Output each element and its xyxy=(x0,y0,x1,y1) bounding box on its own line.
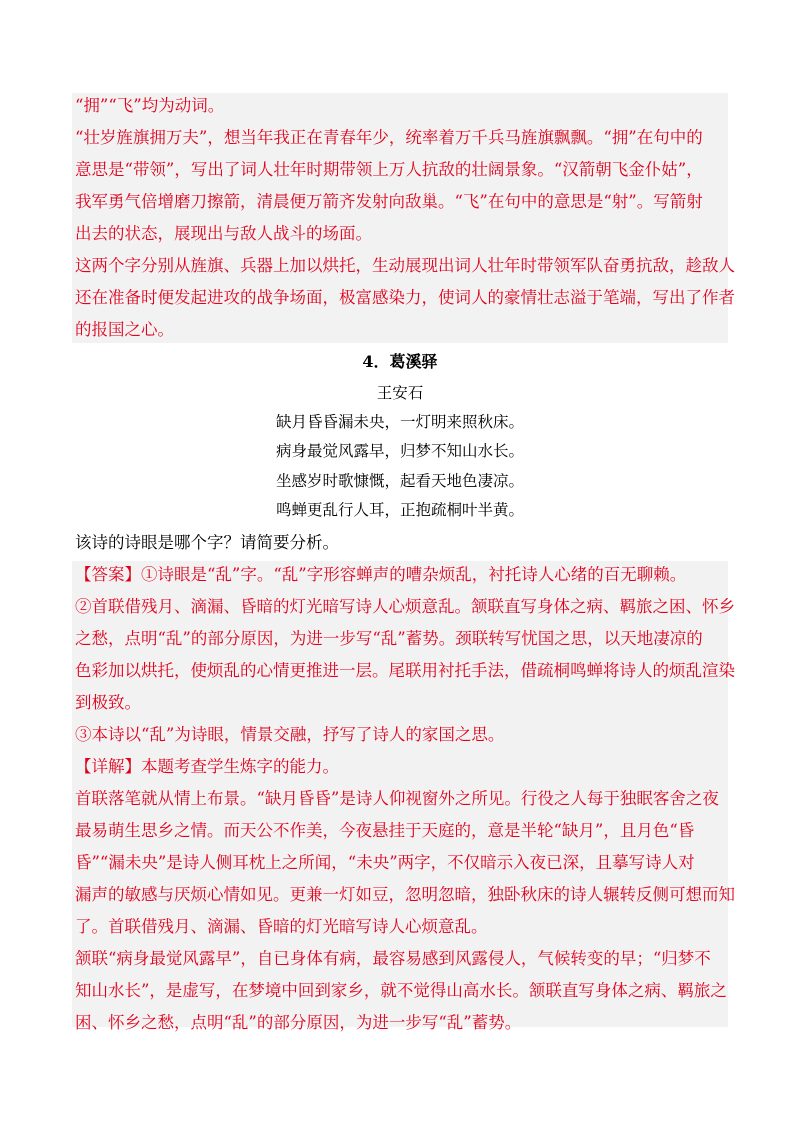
top-line: 我军勇气倍增磨刀擦箭，清晨便万箭齐发射向敌巢。“飞”在句中的意思是“射”。写箭射 xyxy=(75,192,703,211)
answer-line xyxy=(75,565,686,585)
answer-first-text: ①诗眼是“乱”字。“乱”字形容蝉声的嘈杂烦乱，衬托诗人心绪的百无聊赖。 xyxy=(141,565,687,584)
detail-line xyxy=(75,757,339,777)
detail-tag: 【详解】 xyxy=(75,757,141,776)
detail-line: 颔联“病身最觉风露早”，自已身体有病，最容易感到风露侵人，气候转变的早；“归梦不 xyxy=(75,949,711,968)
top-line: 意思是“带领”，写出了词人壮年时期带领上万人抗敌的壮阔景象。“汉箭朝飞金仆姑”， xyxy=(75,160,703,179)
detail-line: 最易萌生思乡之情。而天公不作美，今夜悬挂于天庭的，意是半轮“缺月”，且月色“昏 xyxy=(75,821,695,840)
question-text: 该诗的诗眼是哪个字？请简要分析。 xyxy=(75,533,339,552)
answer-line: ②首联借残月、滴漏、昏暗的灯光暗写诗人心烦意乱。颔联直写身体之病、羁旅之困、怀乡 xyxy=(75,597,735,616)
detail-line: 首联落笔就从情上布景。“缺月昏昏”是诗人仰视窗外之所见。行役之人每于独眠客舍之夜 xyxy=(75,789,719,808)
poem-title: 4．葛溪驿 xyxy=(362,352,438,371)
detail-line: 知山水长”，是虚写，在梦境中回到家乡，就不觉得山高水长。颔联直写身体之病、羁旅之 xyxy=(75,981,727,1000)
answer-line: 到极致。 xyxy=(75,693,141,712)
detail-first-text: 本题考查学生炼字的能力。 xyxy=(141,757,339,776)
poem-author: 王安石 xyxy=(376,384,424,402)
detail-line: 昏”“漏未央”是诗人侧耳枕上之所闻，“未央”两字，不仅暗示入夜已深，且摹写诗人对 xyxy=(75,853,695,872)
top-line: “拥”“飞”均为动词。 xyxy=(75,96,225,115)
detail-line: 困、怀乡之愁，点明“乱”的部分原因，为进一步写“乱”蓄势。 xyxy=(75,1013,522,1032)
poem-line: 坐感岁时歌慷慨，起看天地色凄凉。 xyxy=(275,472,524,490)
top-line: 这两个字分别从旌旗、兵器上加以烘托，生动展现出词人壮年时带领军队奋勇抗敌，趁敌人 xyxy=(75,256,735,275)
answer-line: 色彩加以烘托，使烦乱的心情更推进一层。尾联用衬托手法，借疏桐鸣蝉将诗人的烦乱渲染 xyxy=(75,661,735,680)
detail-line: 了。首联借残月、滴漏、昏暗的灯光暗写诗人心烦意乱。 xyxy=(75,917,488,936)
poem-line: 鸣蝉更乱行人耳，正抱疏桐叶半黄。 xyxy=(275,501,524,519)
poem-line: 病身最觉风露早，归梦不知山水长。 xyxy=(275,442,524,460)
answer-tag: 【答案】 xyxy=(75,565,141,584)
detail-line: 漏声的敏感与厌烦心情如见。更兼一灯如豆，忽明忽暗，独卧秋床的诗人辗转反侧可想而知 xyxy=(75,885,735,904)
answer-line: ③本诗以“乱”为诗眼，情景交融，抒写了诗人的家国之思。 xyxy=(75,725,505,744)
poem-line: 缺月昏昏漏未央，一灯明来照秋床。 xyxy=(275,413,524,431)
answer-line: 之愁，点明“乱”的部分原因，为进一步写“乱”蓄势。颈联转写忧国之思，以天地凄凉的 xyxy=(75,629,703,648)
top-line: “壮岁旌旗拥万夫”，想当年我正在青春年少，统率着万千兵马旌旗飘飘。“拥”在句中的 xyxy=(75,128,703,147)
top-line: 的报国之心。 xyxy=(75,320,174,339)
top-line: 还在准备时便发起进攻的战争场面，极富感染力，使词人的豪情壮志溢于笔端，写出了作者 xyxy=(75,288,735,307)
top-line: 出去的状态，展现出与敌人战斗的场面。 xyxy=(75,224,372,243)
